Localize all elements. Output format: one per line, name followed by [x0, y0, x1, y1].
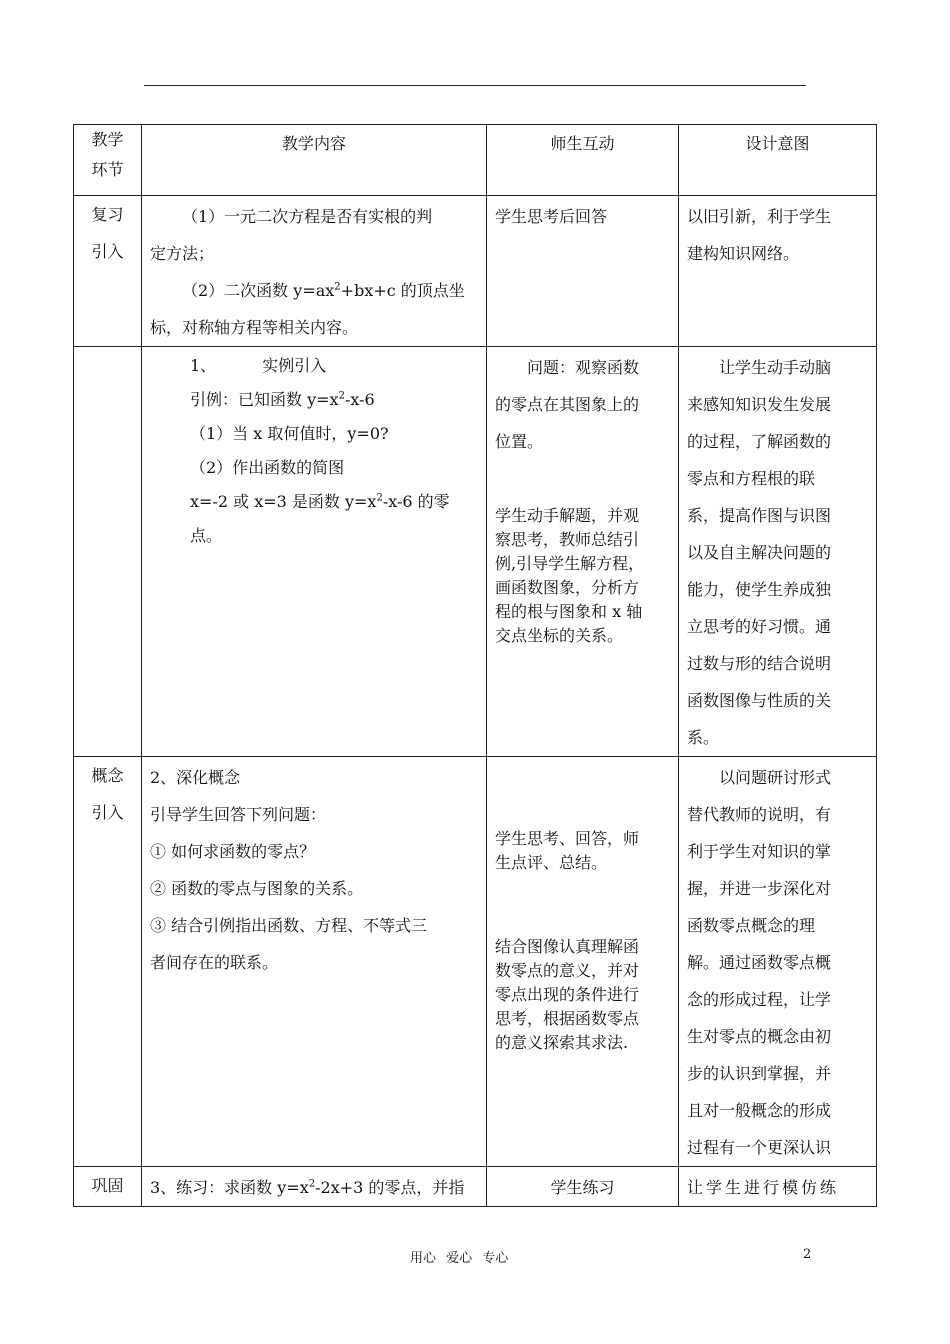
page-number: 2: [803, 1247, 812, 1262]
header-rule: [144, 85, 806, 86]
header-stage: 教学 环节: [74, 125, 142, 196]
table-row-example: [74, 347, 877, 757]
interaction-practice: 学生练习: [487, 1167, 679, 1207]
header-interaction: 师生互动: [487, 125, 679, 196]
interaction-review: 学生思考后回答: [487, 196, 679, 347]
table-row-practice: [74, 1167, 877, 1207]
stage-review: 复习 引入: [74, 196, 142, 347]
content-example: 1、 实例引入 引例：已知函数 $y=x^2-x-6$ （1）当 x 取何值时，y=0? （2）作出函数的简图 x=-2 或 x=3 是函数 $y=x^2-x-6$ 的零 点。: [142, 347, 487, 757]
intent-example: 让学生动手动脑 来感知知识发生发展 的过程，了解函数的 零点和方程根的联 系，提高作图与识图 以及自主解决问题的 能力，使学生养成独 立思考的好习惯。通 过数与形的结合说明 函数图像与性质的关 系。: [679, 347, 877, 757]
stage-practice: 巩固: [74, 1167, 142, 1207]
interaction-example: 问题：观察函数 的零点在其图象上的 位置。 学生动手解题，并观 察思考，教师总结引 例,引导学生解方程， 画函数图象，分析方 程的根与图象和 x 轴 交点坐标的关系。: [487, 347, 679, 757]
lesson-plan-table: [73, 124, 877, 1207]
content-concept: 2、深化概念 引导学生回答下列问题： ① 如何求函数的零点？ ② 函数的零点与图象的关系。 ③ 结合引例指出函数、方程、不等式三 者间存在的联系。: [142, 757, 487, 1167]
intent-practice: 让学生进行模仿练: [679, 1167, 877, 1207]
stage-concept: 概念 引入: [74, 757, 142, 1167]
footer-motto: 用心 爱心 专心: [410, 1251, 509, 1266]
intent-concept: 以问题研讨形式 替代教师的说明，有 利于学生对知识的掌 握，并进一步深化对 函数零点概念的理 解。通过函数零点概 念的形成过程，让学 生对零点的概念由初 步的认识到掌握，并 且对一般概念的形成 过程有一个更深认识: [679, 757, 877, 1167]
content-review: （1）一元二次方程是否有实根的判 定方法； （2）二次函数 $y=ax^2+bx+c$ 的顶点坐 标，对称轴方程等相关内容。: [142, 196, 487, 347]
table-row-concept: [74, 757, 877, 1167]
header-intent: 设计意图: [679, 125, 877, 196]
table-row-review: [74, 196, 877, 347]
table-header-row: [74, 125, 877, 196]
content-practice: 3、练习：求函数 $y=x^2-2x+3$ 的零点，并指: [142, 1167, 487, 1207]
header-content: 教学内容: [142, 125, 487, 196]
stage-example: [74, 347, 142, 757]
interaction-concept: 学生思考、回答，师 生点评、总结。 结合图像认真理解函 数零点的意义，并对 零点出现的条件进行 思考，根据函数零点 的意义探索其求法.: [487, 757, 679, 1167]
intent-review: 以旧引新，利于学生 建构知识网络。: [679, 196, 877, 347]
